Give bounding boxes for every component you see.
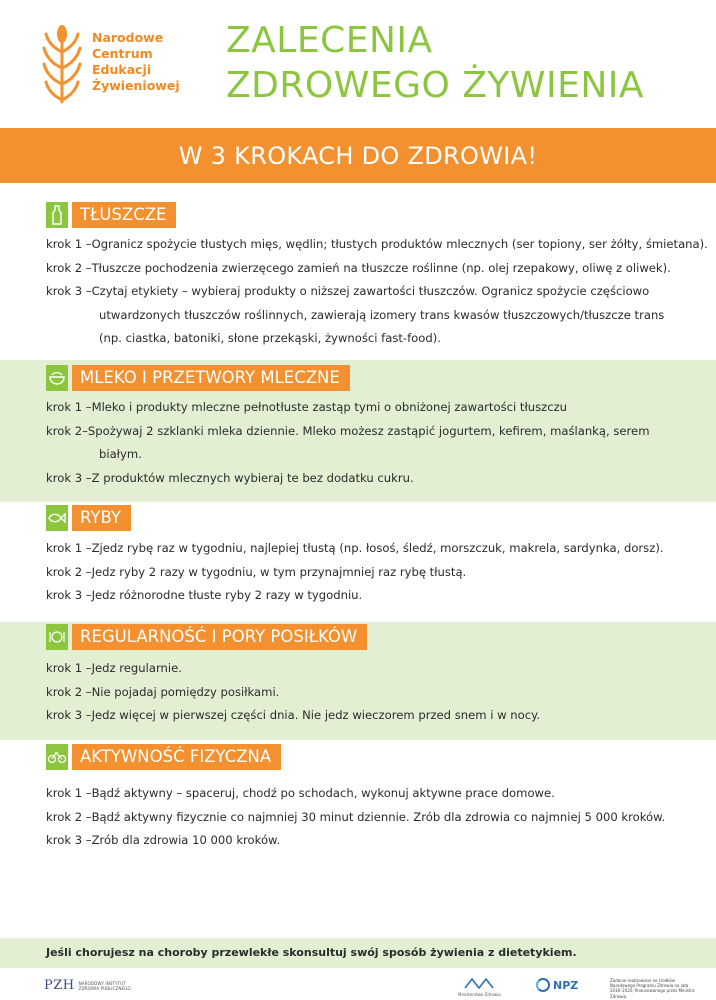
section-header [46,202,176,228]
pzh-text-line: ZDROWIA PUBLICZNEGO [78,985,131,991]
step-text: Zjedz rybę raz w tygodniu, najlepiej tłustą (np. łosoś, śledź, morszczuk, makrela, sardynka, dorsz). [91,541,664,555]
ministry-text: Ministerstwo Zdrowia [458,992,501,997]
section-header [46,744,281,770]
step-label: krok 3 – [46,708,92,722]
step-label: krok 2 – [46,684,92,699]
advice-band [0,938,716,968]
step-list [46,537,664,608]
section-title: RYBY [72,505,131,531]
wheat-logo-icon [40,22,84,104]
section-title: REGULARNOŚĆ I PORY POSIŁKÓW [72,624,367,650]
advice-text: Jeśli chorujesz na choroby przewlekłe skonsultuj swój sposób żywienia z dietetykiem. [46,946,577,959]
step-item [46,681,540,705]
step-item [46,829,665,853]
logo-line: Narodowe [92,30,164,45]
fish-icon [46,505,68,531]
step-label: krok 3 – [46,284,92,298]
step-text: Jedz regularnie. [91,661,182,675]
funding-note: Zadanie realizowane ze środków Narodowego Programu Zdrowia na lata 2016–2020, finansowanego przez Ministra Zdrowia. [610,978,695,999]
step-item [46,420,649,444]
step-text: Czytaj etykiety – wybieraj produkty o niższej zawartości tłuszczów. Ogranicz spożycie częściowo [91,284,650,298]
npz-circle-icon [536,978,550,992]
step-item [46,806,665,830]
step-text: Tłuszcze pochodzenia zwierzęcego zamień na tłuszcze roślinne (np. olej rzepakowy, oliwę z oliwek). [91,260,671,275]
section-header [46,505,131,531]
step-list [46,657,540,728]
step-continuation: utwardzonych tłuszczów roślinnych, zawierają izomery trans kwasów tłuszczowych/tłuszcze trans [99,307,665,322]
step-label: krok 1 – [46,541,92,555]
step-item [46,233,708,257]
step-item [46,537,664,561]
step-label: krok 1 – [46,661,92,675]
npz-text: NPZ [553,978,579,992]
section-title: TŁUSZCZE [72,202,176,228]
step-continuation: (np. ciastka, batoniki, słone przekąski, żywności fast-food). [99,331,441,345]
step-item [46,782,665,806]
step-text: Zrób dla zdrowia 10 000 kroków. [91,833,281,847]
step-item [46,561,664,585]
step-text: Nie pojadaj pomiędzy posiłkami. [91,684,280,699]
section-header [46,365,350,391]
step-label: krok 3 – [46,588,92,602]
pzh-mark: PZH [44,978,75,993]
title-line: ZDROWEGO ŻYWIENIA [226,65,645,106]
step-text: Mleko i produkty mleczne pełnotłuste zastąp tymi o obniżonej zawartości tłuszczu [91,400,568,414]
step-label: krok 2– [46,423,88,438]
step-text: Jedz ryby 2 razy w tygodniu, w tym przynajmniej raz rybę tłustą. [91,564,467,579]
title-line: ZALECENIA [226,20,433,61]
bicycle-icon [46,744,68,770]
step-item [46,704,540,728]
section-fish [0,502,716,622]
step-text: Ogranicz spożycie tłustych mięs, wędlin; tłustych produktów mlecznych (ser topiony, ser żółty, śmietana). [91,237,708,251]
step-item [46,257,708,281]
section-dairy [0,360,716,502]
step-label: krok 1 – [46,400,92,414]
step-continuation: białym. [99,447,142,461]
step-item [46,584,664,608]
step-label: krok 1 – [46,786,92,800]
step-item [46,657,540,681]
footer [0,970,716,1000]
step-list [46,782,665,853]
step-label: krok 3 – [46,833,92,847]
step-label: krok 2 – [46,260,92,275]
ncez-logo [40,22,190,112]
step-label: krok 3 – [46,470,92,485]
banner-text: W 3 KROKACH DO ZDROWIA! [178,141,538,170]
step-label: krok 2 – [46,809,92,824]
bowl-icon [46,365,68,391]
logo-line: Edukacji [92,62,152,77]
section-title: MLEKO I PRZETWORY MLECZNE [72,365,350,391]
step-text: Jedz więcej w pierwszej części dnia. Nie jedz wieczorem przed snem i w nocy. [91,708,541,722]
step-text: Jedz różnorodne tłuste ryby 2 razy w tygodniu. [91,588,363,602]
logo-line: Żywieniowej [92,78,180,93]
pzh-logo [44,978,131,993]
step-text: Bądź aktywny – spaceruj, chodź po schodach, wykonuj aktywne prace domowe. [91,786,555,800]
pzh-text [79,981,131,991]
banner [0,128,716,183]
logo-line: Centrum [92,46,153,61]
section-activity [0,740,716,870]
section-title: AKTYWNOŚĆ FIZYCZNA [72,744,281,770]
step-list [46,396,649,490]
header [0,0,716,128]
clock-icon [46,624,68,650]
step-label: krok 2 – [46,564,92,579]
step-list [46,233,708,351]
section-fats [0,196,716,360]
pzh-text-line: NARODOWY INSTYTUT [78,980,126,986]
step-item [46,280,708,304]
step-item [46,467,649,491]
step-text: Z produktów mlecznych wybieraj te bez dodatku cukru. [91,470,414,485]
logo-text [92,30,180,94]
section-header [46,624,367,650]
step-text: Bądź aktywny fizycznie co najmniej 30 minut dziennie. Zrób dla zdrowia co najmniej 5 000 kroków. [91,809,666,824]
section-regularity [0,622,716,740]
bottle-icon [46,202,68,228]
step-item [46,396,649,420]
step-text: Spożywaj 2 szklanki mleka dziennie. Mleko możesz zastąpić jogurtem, kefirem, maślanką, serem [87,423,650,438]
step-label: krok 1 – [46,237,92,251]
npz-logo [536,978,578,992]
page-title [226,18,644,108]
